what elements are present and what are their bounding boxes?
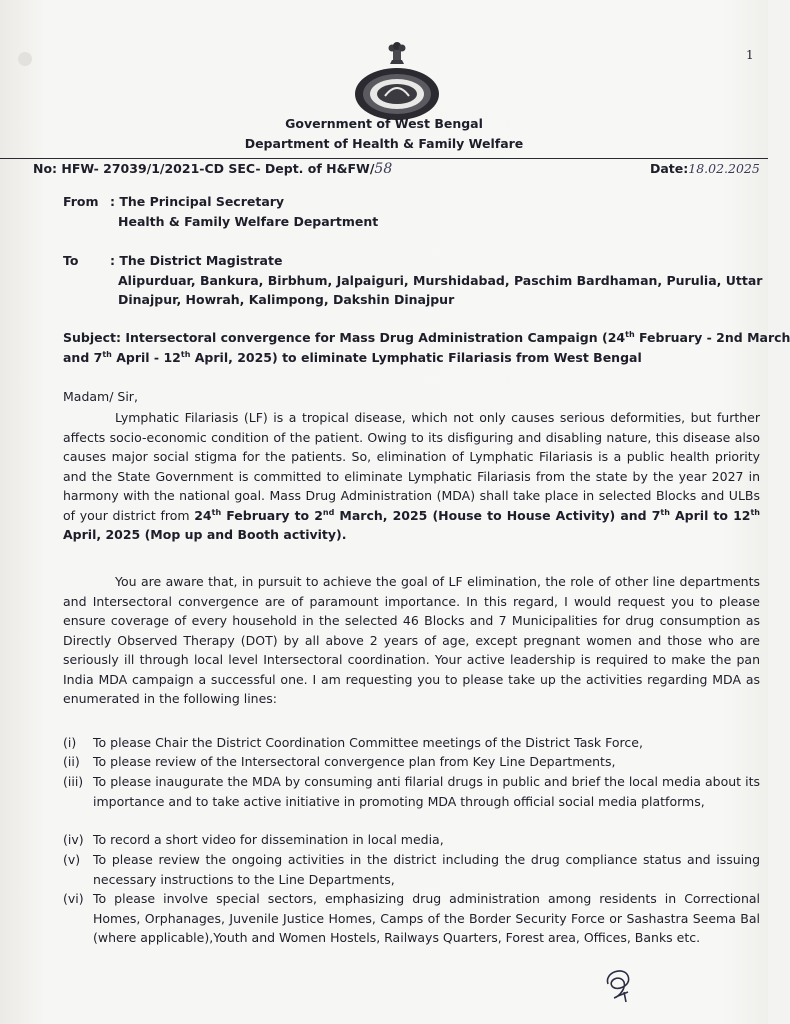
subject-sup-2: th bbox=[102, 349, 112, 359]
list-item-number: (iv) bbox=[63, 832, 84, 847]
list-item-number: (ii) bbox=[63, 754, 80, 769]
paragraph-1-sup-3: th bbox=[660, 507, 670, 517]
to-label: To bbox=[63, 253, 79, 268]
paragraph-1-sup-1: th bbox=[211, 507, 222, 517]
memo-number-handwritten: 58 bbox=[374, 161, 393, 177]
list-item-text: To please inaugurate the MDA by consuming anti filarial drugs in public and brief the local media about its importance and to take active initiative in promoting MDA through official social media platforms, bbox=[93, 774, 760, 809]
to-line-3: Dinajpur, Howrah, Kalimpong, Dakshin Dinajpur bbox=[118, 292, 455, 307]
list-item-text: To please review the ongoing activities in the district including the drug compliance status and issuing necessary instructions to the Line Departments, bbox=[93, 852, 760, 887]
subject-sup-1: th bbox=[625, 329, 635, 339]
subject-text-4: April - 12 bbox=[111, 350, 181, 365]
paragraph-2: You are aware that, in pursuit to achieve the goal of LF elimination, the role of other line departments and Intersectoral convergence are of paramount importance. In this regard, I would request you to please ensure coverage of every household in the selected 46 Blocks and 7 Municipalities for drug consumption as Directly Observed Therapy (DOT) by all above 2 years of age, except pregnant women and those who are seriously ill through local level Intersectoral coordination. Your active leadership is required to make the pan India MDA campaign a successful one. I am requesting you to please take up the activities regarding MDA as enumerated in the following lines: bbox=[63, 574, 760, 706]
from-line-2: Health & Family Welfare Department bbox=[118, 214, 379, 229]
paragraph-1-bold-3: March, 2025 (House to House Activity) and 7 bbox=[334, 507, 661, 523]
signature-initials-icon bbox=[598, 962, 642, 1006]
from-line-1: : The Principal Secretary bbox=[110, 194, 285, 209]
subject-text-3: and 7 bbox=[63, 350, 103, 365]
paragraph-1-bold-4: April to 12 bbox=[669, 507, 751, 523]
memo-date-label: Date: bbox=[650, 161, 689, 176]
salutation: Madam/ Sir, bbox=[63, 389, 138, 404]
list-item-text: To please Chair the District Coordination Committee meetings of the District Task Force, bbox=[93, 735, 643, 750]
memo-number-text: No: HFW- 27039/1/2021-CD SEC- Dept. of H&FW/ bbox=[33, 161, 375, 176]
page-number: 1 bbox=[746, 48, 754, 62]
list-item-text: To please involve special sectors, emphasizing drug administration among residents in Correctional Homes, Orphanages, Juvenile Justice Homes, Camps of the Border Security Force or Sashastra Seema Bal (where applicable),Youth and Women Hostels, Railways Quarters, Forest area, Offices, Banks etc. bbox=[93, 891, 760, 945]
list-item-number: (v) bbox=[63, 852, 81, 867]
paragraph-1-bold-2: February to 2 bbox=[221, 507, 323, 523]
government-seal-icon bbox=[352, 66, 442, 122]
list-item-number: (iii) bbox=[63, 774, 84, 789]
to-line-1: : The District Magistrate bbox=[110, 253, 283, 268]
paragraph-1 bbox=[63, 408, 760, 545]
subject-line-1 bbox=[63, 330, 790, 345]
state-emblem-icon bbox=[380, 40, 414, 66]
department-title: Department of Health & Family Welfare bbox=[244, 136, 524, 151]
government-title: Government of West Bengal bbox=[285, 116, 483, 131]
subject-text-5: April, 2025) to eliminate Lymphatic Filariasis from West Bengal bbox=[190, 350, 642, 365]
paragraph-1-sup-2: nd bbox=[322, 507, 335, 517]
list-item-number: (vi) bbox=[63, 891, 84, 906]
punch-hole bbox=[18, 52, 32, 66]
list-item-number: (i) bbox=[63, 735, 77, 750]
subject-line-2 bbox=[63, 350, 642, 365]
paragraph-1-sup-4: th bbox=[750, 507, 760, 517]
subject-sup-3: th bbox=[180, 349, 191, 359]
paragraph-1-text: Lymphatic Filariasis (LF) is a tropical disease, which not only causes serious deformities, but further affects socio-economic condition of the patient. Owing to its disfiguring and disabling nature, this disease also causes major social stigma for the patients. So, elimination of Lymphatic Filariasis is a public health priority and the State Government is committed to eliminate Lymphatic Filariasis from the state by the year 2027 in harmony with the national goal. Mass Drug Administration (MDA) shall take place in selected Blocks and ULBs of your district from bbox=[63, 410, 760, 523]
memo-date bbox=[650, 161, 760, 176]
from-label: From bbox=[63, 194, 99, 209]
subject-text-1: Subject: Intersectoral convergence for Mass Drug Administration Campaign (24 bbox=[63, 330, 626, 345]
paragraph-1-bold-1: 24 bbox=[194, 507, 212, 523]
list-item-text: To please review of the Intersectoral convergence plan from Key Line Departments, bbox=[93, 754, 616, 769]
list-item-text: To record a short video for dissemination in local media, bbox=[93, 832, 444, 847]
memo-date-value: 18.02.2025 bbox=[688, 161, 760, 176]
memo-number bbox=[33, 161, 392, 177]
paragraph-1-bold-5: April, 2025 (Mop up and Booth activity). bbox=[63, 527, 347, 542]
subject-text-2: February - 2nd March bbox=[634, 330, 790, 345]
header-divider bbox=[0, 158, 768, 159]
to-line-2: Alipurduar, Bankura, Birbhum, Jalpaiguri, Murshidabad, Paschim Bardhaman, Purulia, Uttar bbox=[118, 273, 763, 288]
